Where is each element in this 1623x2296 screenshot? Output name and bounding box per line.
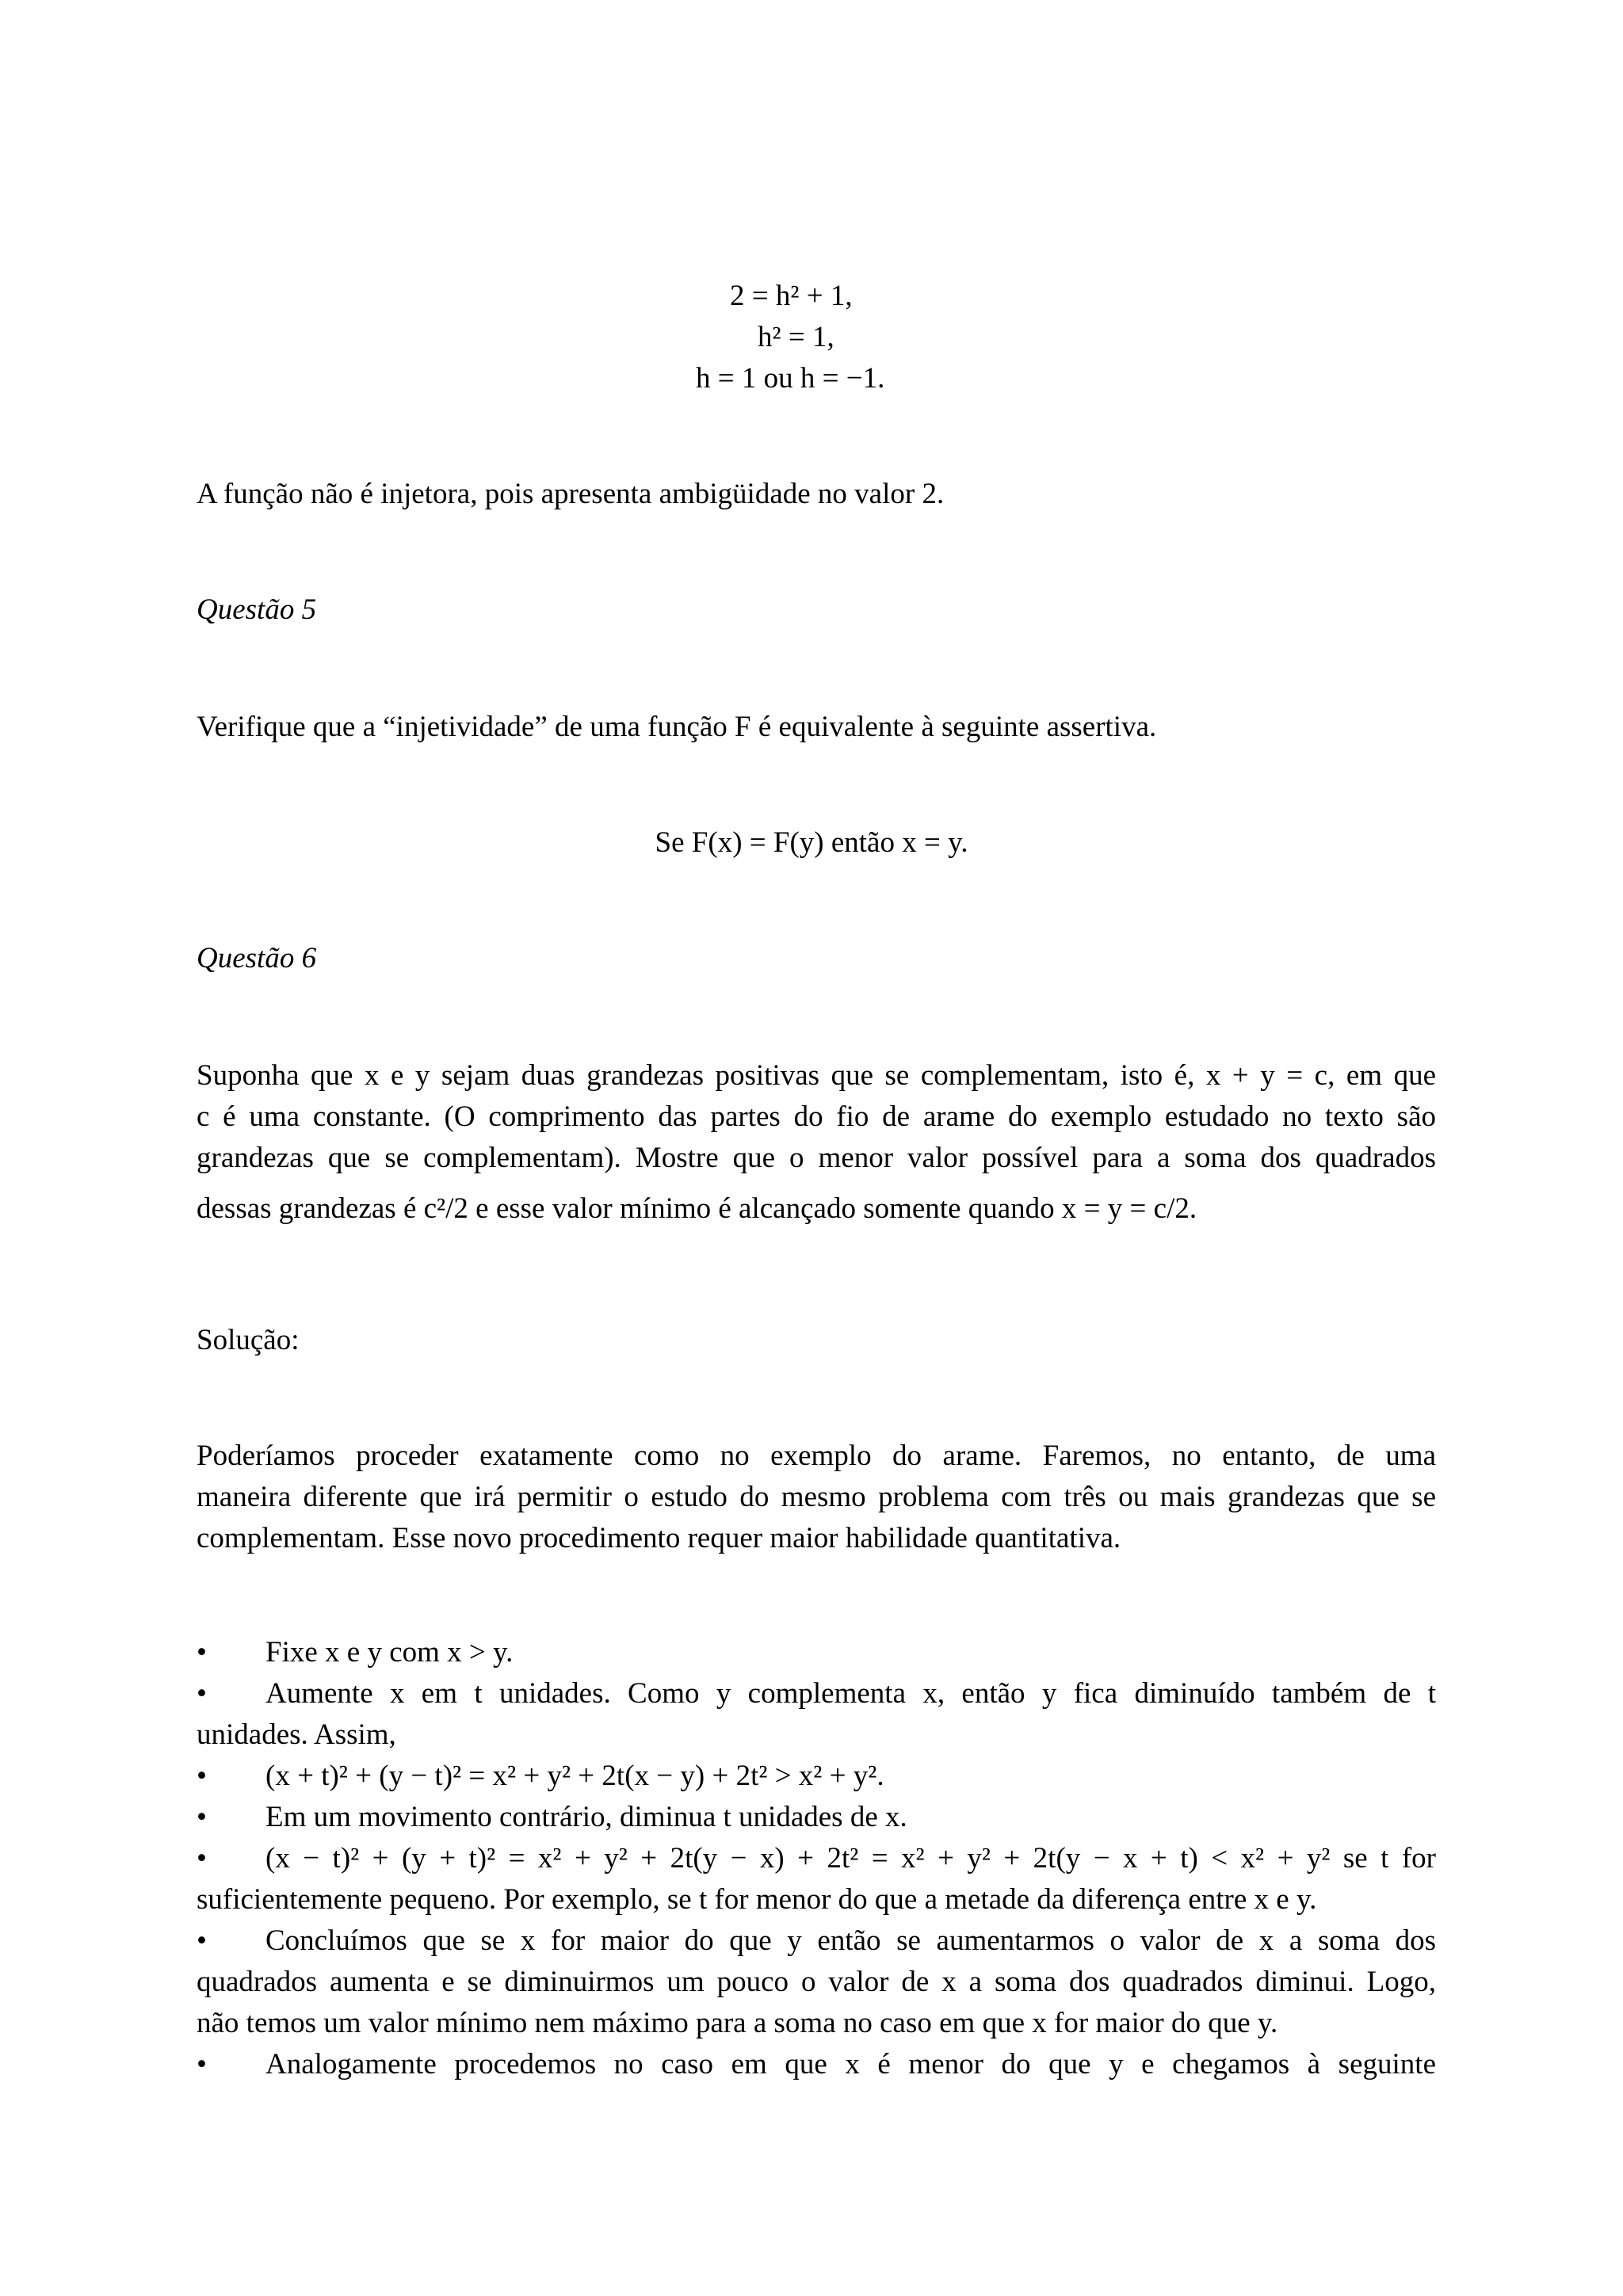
solution-line-1: Poderíamos proceder exatamente como no exemplo do arame. Faremos, no entanto, de uma: [197, 1440, 1436, 1472]
question-5-equation: Se F(x) = F(y) então x = y.: [655, 826, 968, 859]
question-6-line-2: c é uma constante. (O comprimento das partes do fio de arame do exemplo estudado no texto são: [197, 1100, 1436, 1133]
bullet-marker: •: [197, 1636, 207, 1669]
question-6-heading: Questão 6: [197, 942, 317, 974]
solution-label: Solução:: [197, 1324, 300, 1356]
solution-line-2: maneira diferente que irá permitir o estudo do mesmo problema com três ou mais grandezas que se: [197, 1481, 1436, 1513]
bullet-text: (x + t)² + (y − t)² = x² + y² + 2t(x − y) + 2t² > x² + y².: [265, 1760, 884, 1792]
question-6-line-4: dessas grandezas é c²/2 e esse valor mínimo é alcançado somente quando x = y = c/2.: [197, 1192, 1197, 1225]
bullet-marker: •: [197, 1677, 207, 1710]
bullet-continuation: unidades. Assim,: [197, 1718, 396, 1751]
bullet-text: Aumente x em t unidades. Como y complementa x, então y fica diminuído também de t: [265, 1677, 1436, 1710]
bullet-text: Concluímos que se x for maior do que y então se aumentarmos o valor de x a soma dos: [265, 1924, 1436, 1957]
bullet-continuation: quadrados aumenta e se diminuirmos um pouco o valor de x a soma dos quadrados diminui. Logo,: [197, 1966, 1436, 1998]
solution-line-3: complementam. Esse novo procedimento requer maior habilidade quantitativa.: [197, 1522, 1121, 1554]
bullet-marker: •: [197, 2048, 207, 2081]
question-6-line-1: Suponha que x e y sejam duas grandezas positivas que se complementam, isto é, x + y = c, em que: [197, 1059, 1436, 1092]
question-5-text: Verifique que a “injetividade” de uma função F é equivalente à seguinte assertiva.: [197, 711, 1157, 743]
question-6-line-3: grandezas que se complementam). Mostre que o menor valor possível para a soma dos quadrados: [197, 1142, 1436, 1174]
bullet-marker: •: [197, 1842, 207, 1875]
bullet-continuation: não temos um valor mínimo nem máximo para a soma no caso em que x for maior do que y.: [197, 2007, 1278, 2039]
bullet-marker: •: [197, 1760, 207, 1792]
bullet-text: Fixe x e y com x > y.: [265, 1636, 514, 1669]
question-5-heading: Questão 5: [197, 593, 317, 626]
bullet-text: Em um movimento contrário, diminua t unidades de x.: [265, 1801, 907, 1833]
equation-line-2: h² = 1,: [758, 321, 834, 353]
bullet-marker: •: [197, 1801, 207, 1833]
equation-line-3: h = 1 ou h = −1.: [696, 362, 885, 395]
bullet-text: Analogamente procedemos no caso em que x é menor do que y e chegamos à seguinte: [265, 2048, 1436, 2081]
equation-line-1: 2 = h² + 1,: [730, 280, 853, 312]
bullet-continuation: suficientemente pequeno. Por exemplo, se t for menor do que a metade da diferença entre x e y.: [197, 1883, 1317, 1916]
bullet-marker: •: [197, 1924, 207, 1957]
bullet-text: (x − t)² + (y + t)² = x² + y² + 2t(y − x) + 2t² = x² + y² + 2t(y − x + t) < x² + y² se t for: [265, 1842, 1436, 1875]
paragraph-injetora: A função não é injetora, pois apresenta ambigüidade no valor 2.: [197, 478, 945, 510]
